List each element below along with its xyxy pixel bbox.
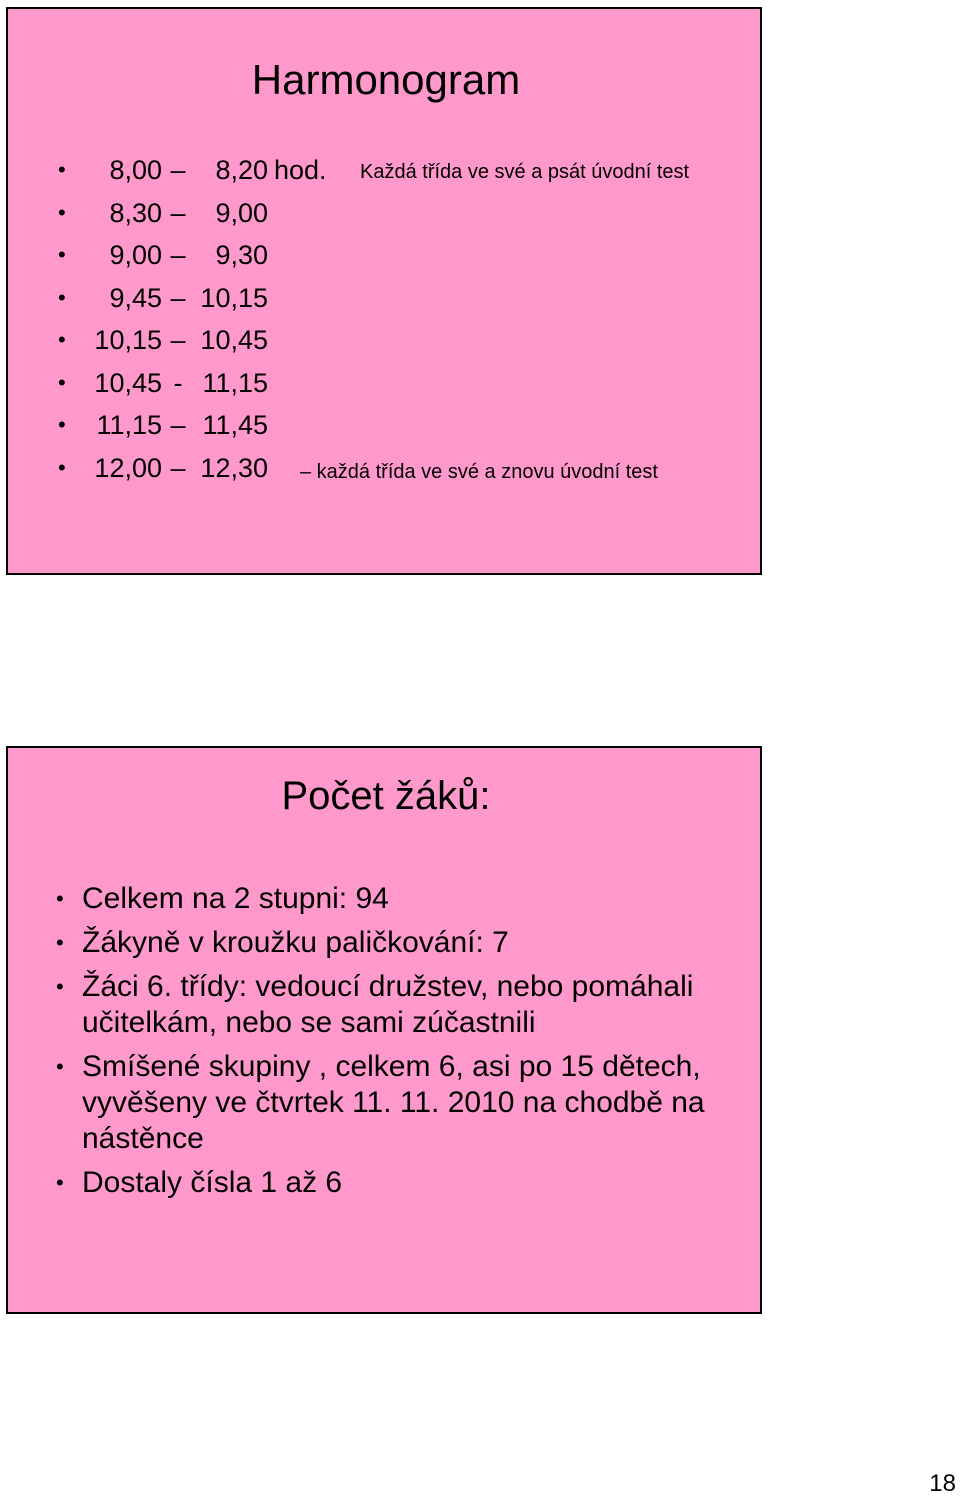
bullet-icon: • [56, 886, 64, 911]
page-number: 18 [929, 1470, 956, 1497]
list-item [56, 969, 722, 1041]
time-range: 10,45 - 11,15 [94, 367, 268, 398]
list-item-text: Žáci 6. třídy: vedoucí družstev, nebo pomáhali učitelkám, nebo se sami zúčastnili [82, 970, 694, 1039]
bullet-icon: • [56, 1054, 64, 1079]
time-range: 10,15 – 10,45 [94, 325, 268, 355]
bullet-icon: • [58, 242, 66, 267]
bullet-icon: • [56, 1170, 64, 1195]
slide-title: Počet žáků: [281, 774, 491, 818]
time-range: 9,00 – 9,30 [109, 240, 268, 270]
slide-title: Harmonogram [251, 56, 521, 103]
list-item-text: Smíšené skupiny , celkem 6, asi po 15 dětech, vyvěšeny ve čtvrtek 11. 11. 2010 na chodbě na nástěnce [82, 1050, 705, 1155]
bullet-icon: • [58, 454, 66, 480]
list-item [56, 1165, 722, 1201]
time-range: 9,45 – 10,15 [109, 282, 268, 313]
counts-list [56, 881, 722, 1209]
bullet-icon: • [56, 974, 64, 999]
bullet-icon: • [58, 284, 66, 310]
schedule-note: Každá třída ve své a psát úvodní test [360, 161, 690, 183]
time-range: 8,00 – 8,20 [109, 155, 268, 185]
schedule-note: – každá třída ve své a znovu úvodní test [300, 460, 658, 483]
time-range: 8,30 – 9,00 [109, 197, 268, 228]
list-item-text: Dostaly čísla 1 až 6 [82, 1166, 343, 1199]
bullet-icon: • [56, 930, 64, 955]
bullet-icon: • [58, 412, 66, 437]
list-item [56, 1049, 722, 1157]
slide-harmonogram [6, 7, 762, 575]
list-item [56, 881, 722, 917]
list-item-text: Celkem na 2 stupni: 94 [82, 882, 389, 915]
time-range: 12,00 – 12,30 [94, 452, 268, 483]
bullet-icon: • [58, 199, 66, 225]
slide-pocet-zaku [6, 746, 762, 1314]
bullet-icon: • [58, 157, 66, 182]
list-item-text: Žákyně v kroužku paličkování: 7 [82, 926, 509, 959]
time-suffix: hod. [274, 155, 327, 185]
time-range: 11,15 – 11,45 [96, 410, 268, 440]
bullet-icon: • [58, 369, 66, 395]
list-item [56, 925, 722, 961]
bullet-icon: • [58, 327, 66, 352]
